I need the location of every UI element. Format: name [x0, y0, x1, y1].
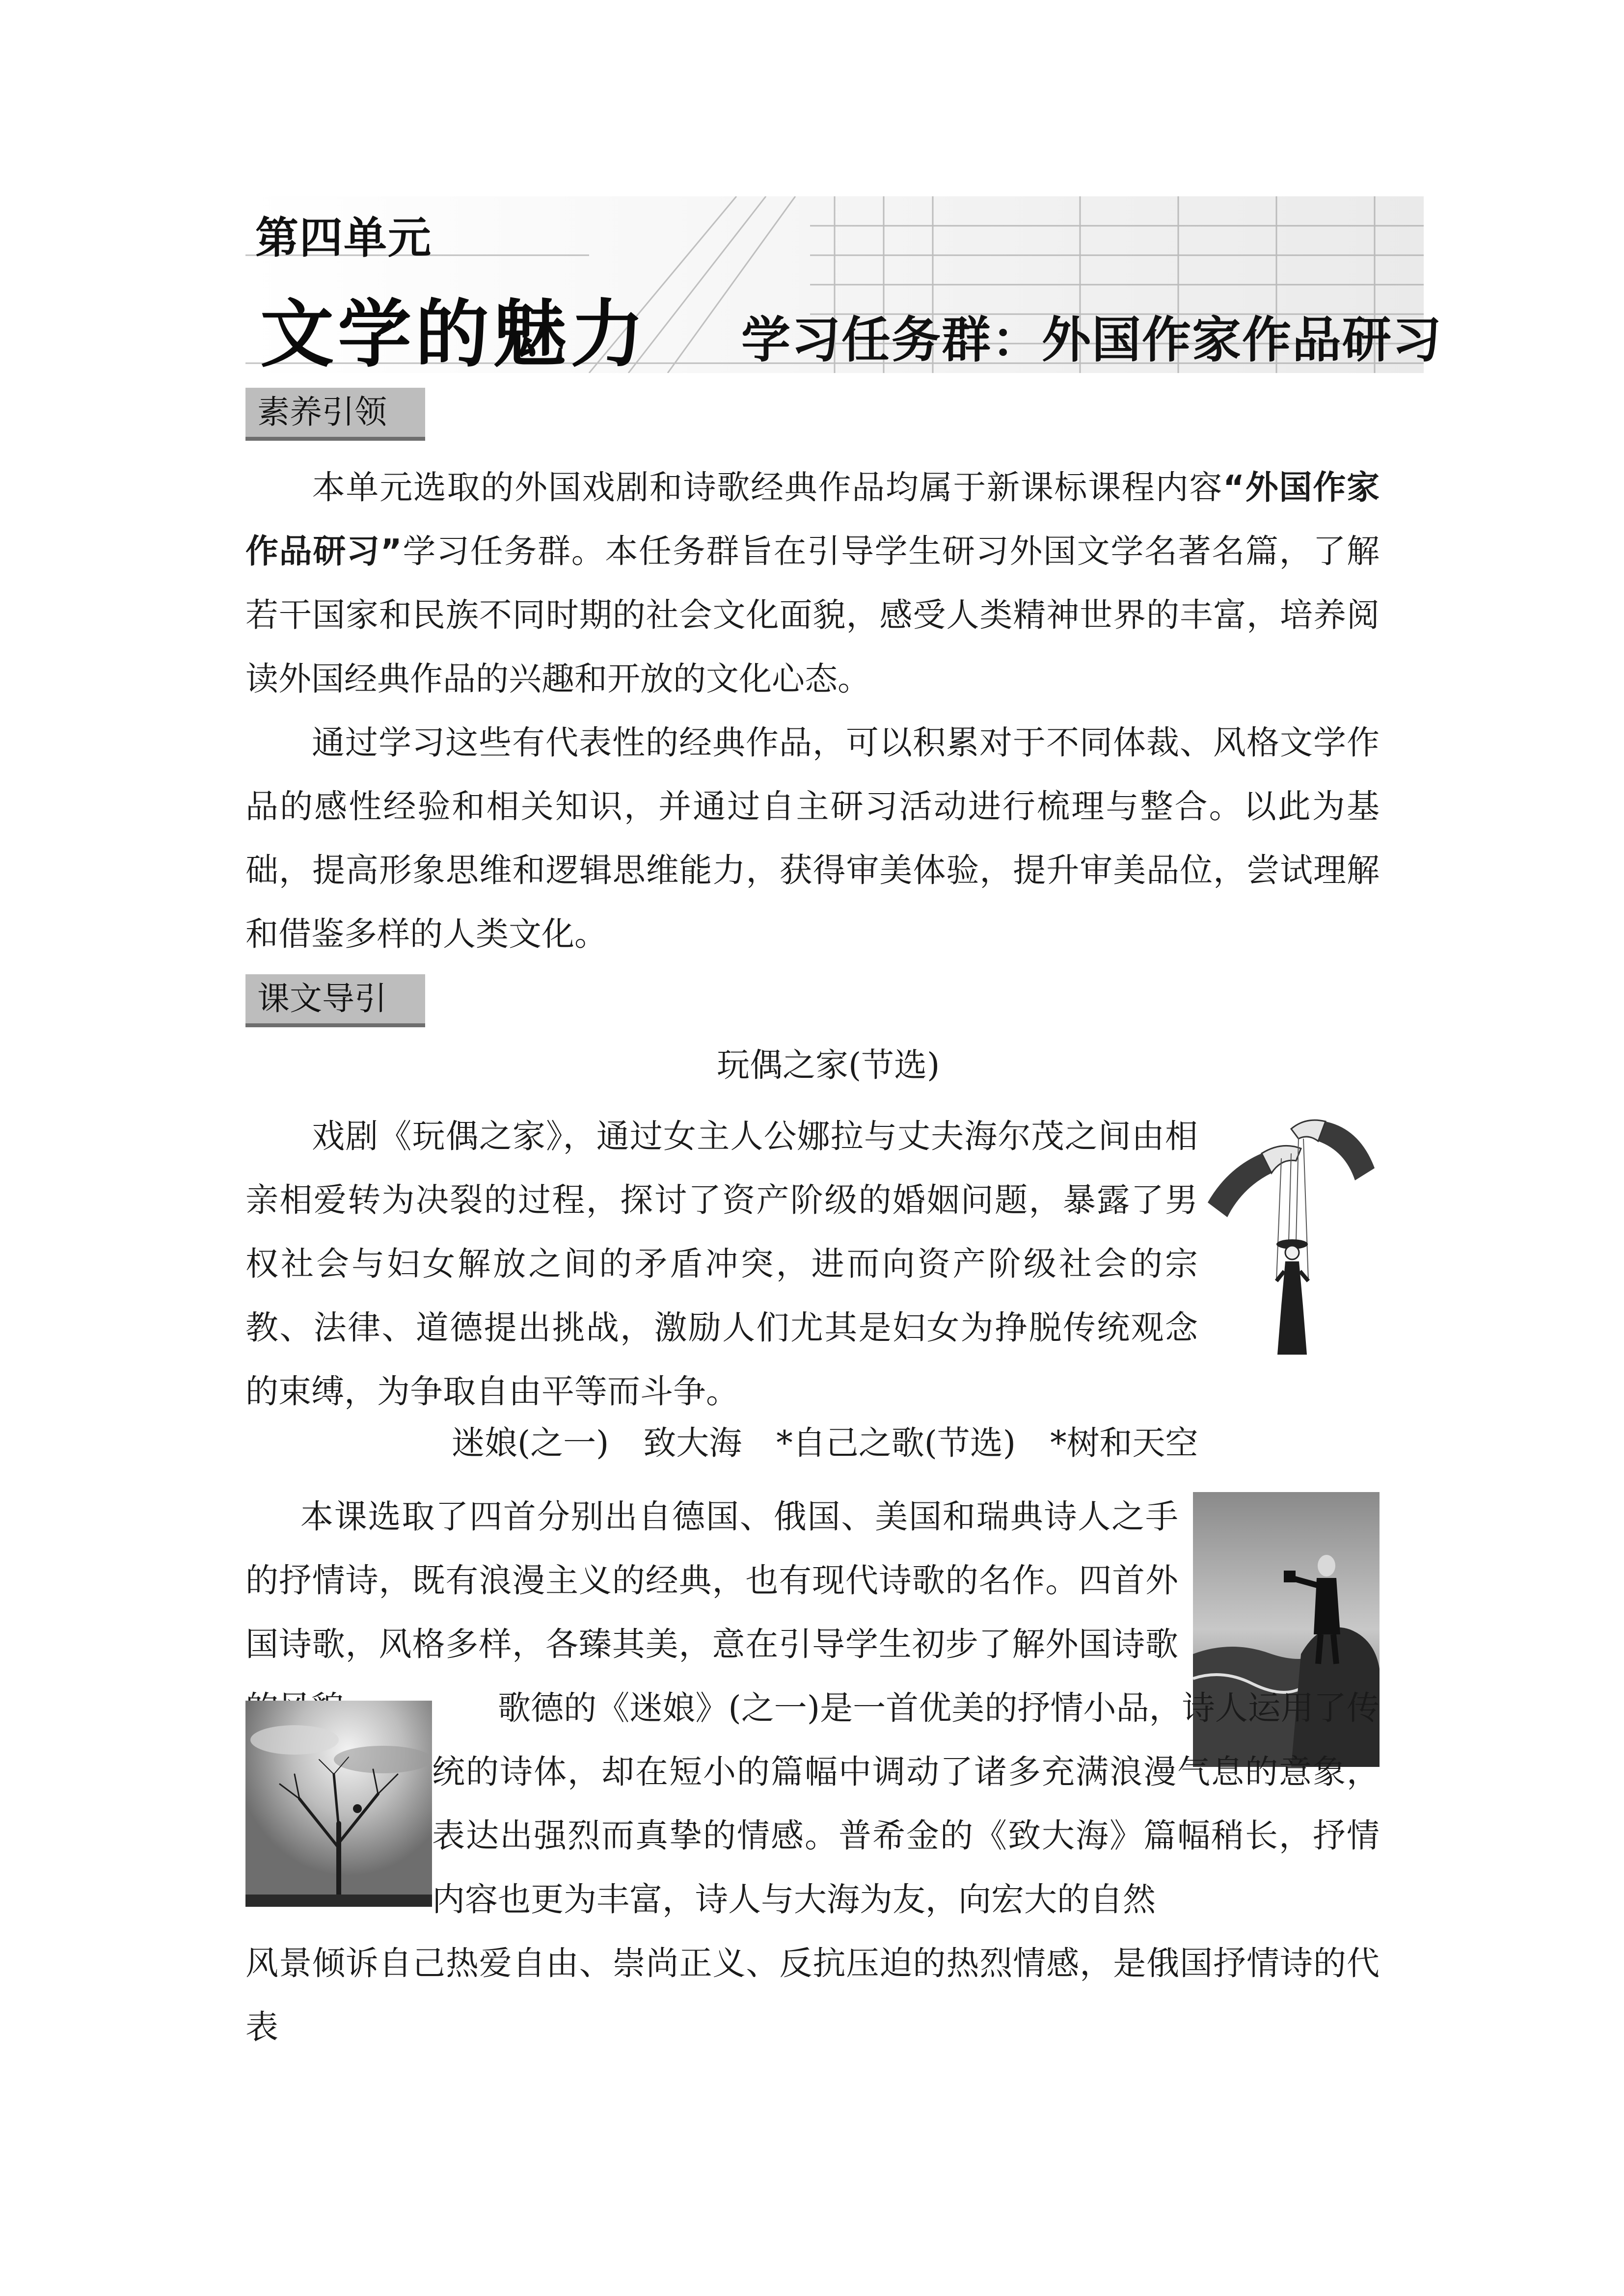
intro-paragraph-1 — [245, 455, 1380, 711]
lesson2-text-3: 风景倾诉自己热爱自由、崇尚正义、反抗压迫的热烈情感，是俄国抒情诗的代表 — [245, 1944, 1380, 2046]
lesson2-paragraph-2 — [432, 1676, 1380, 1931]
poem-title-mignon: 迷娘(之一) — [452, 1424, 609, 1462]
poem-title-tree-and-sky: *树和天空 — [1050, 1424, 1198, 1462]
poem-title-song-of-myself: *自己之歌(节选) — [776, 1424, 1016, 1462]
task-group-title: 学习任务群：外国作家作品研习 — [741, 311, 1442, 369]
intro-text-bold: “外国作家作品研习” — [245, 468, 1380, 570]
lesson2-titles — [452, 1418, 1198, 1468]
unit-label: 第四单元 — [255, 212, 433, 263]
lesson-title-dolls-house: 玩偶之家(节选) — [717, 1046, 940, 1084]
tree-and-sky-photo — [245, 1701, 432, 1907]
section-tag-literacy: 素养引领 — [245, 388, 425, 441]
section-tag-lesson-guide: 课文导引 — [245, 974, 425, 1027]
lesson1-paragraph — [245, 1104, 1198, 1423]
poem-title-to-the-sea: 致大海 — [643, 1424, 742, 1462]
intro-paragraph-2 — [245, 711, 1380, 966]
lesson1-text: 戏剧《玩偶之家》，通过女主人公娜拉与丈夫海尔茂之间由相亲相爱转为决裂的过程，探讨了资产阶级的婚姻问题，暴露了男权社会与妇女解放之间的矛盾冲突，进而向资产阶级社会的宗教、法律、道德提出挑战，激励人们尤其是妇女为挣脱传统观念的束缚，为争取自由平等而斗争。 — [245, 1117, 1198, 1411]
lesson2-text-2: 歌德的《迷娘》(之一)是一首优美的抒情小品，诗人运用了传统的诗体，却在短小的篇幅中调动了诸多充满浪漫气息的意象，表达出强烈而真挚的情感。普希金的《致大海》篇幅稍长，抒情内容也更为丰富，诗人与大海为友，向宏大的自然 — [432, 1689, 1380, 1919]
intro-text-post: 学习任务群。本任务群旨在引导学生研习外国文学名著名篇，了解若干国家和民族不同时期的社会文化面貌，感受人类精神世界的丰富，培养阅读外国经典作品的兴趣和开放的文化心态。 — [245, 532, 1380, 698]
intro-text-2: 通过学习这些有代表性的经典作品，可以积累对于不同体裁、风格文学作品的感性经验和相关知识，并通过自主研习活动进行梳理与整合。以此为基础，提高形象思维和逻辑思维能力，获得审美体验，提升审美品位，尝试理解和借鉴多样的人类文化。 — [245, 723, 1380, 953]
lesson2-text-1: 本课选取了四首分别出自德国、俄国、美国和瑞典诗人之手的抒情诗，既有浪漫主义的经典，也有现代诗歌的名作。四首外国诗歌，风格多样，各臻其美，意在引导学生初步了解外国诗歌 — [245, 1497, 1178, 1663]
puppet-illustration — [1198, 1095, 1384, 1369]
intro-text-pre: 本单元选取的外国戏剧和诗歌经典作品均属于新课标课程内容 — [311, 468, 1223, 507]
unit-title: 文学的魅力 — [260, 292, 649, 377]
lesson2-paragraph-3 — [245, 1931, 1380, 2059]
